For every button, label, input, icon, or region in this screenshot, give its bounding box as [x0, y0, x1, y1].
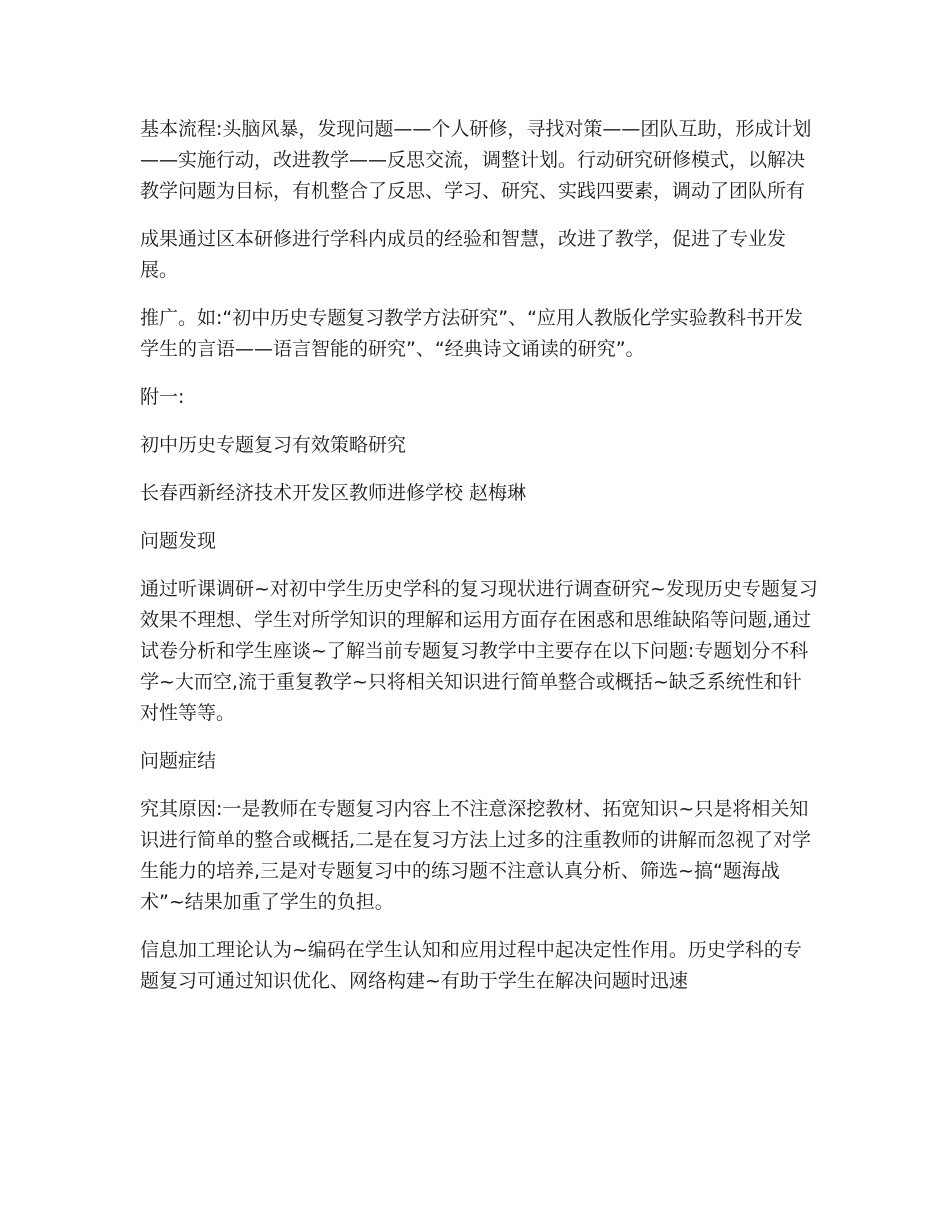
paragraph-information-theory: 信息加工理论认为~编码在学生认知和应用过程中起决定性作用。历史学科的专题复习可通过知识优化、网络构建~有助于学生在解决问题时迅速 — [140, 939, 802, 992]
section-heading-problem-discovery: 问题发现 — [140, 530, 217, 552]
article-title: 初中历史专题复习有效策略研究 — [140, 434, 407, 456]
paragraph-basic-process: 基本流程:头脑风暴，发现问题——个人研修，寻找对策——团队互助，形成计划——实施行动，改进教学——反思交流，调整计划。行动研究研修模式，以解决教学问题为目标，有机整合了反思、学习、研究、实践四要素，调动了团队所有 — [140, 118, 812, 202]
paragraph-problem-cause: 究其原因:一是教师在专题复习内容上不注意深挖教材、拓宽知识~只是将相关知识进行简单的整合或概括,二是在复习方法上过多的注重教师的讲解而忽视了对学生能力的培养,三是对专题复习中的练习题不注意认真分析、筛选~搞“题海战术”~结果加重了学生的负担。 — [140, 798, 812, 913]
section-heading-problem-cause: 问题症结 — [140, 750, 217, 772]
article-author: 长春西新经济技术开发区教师进修学校 赵梅琳 — [140, 482, 527, 504]
paragraph-problem-discovery: 通过听课调研~对初中学生历史学科的复习现状进行调查研究~发现历史专题复习效果不理想、学生对所学知识的理解和运用方面存在困惑和思维缺陷等问题,通过试卷分析和学生座谈~了解当前专题复习教学中主要存在以下问题:专题划分不科学~大而空,流于重复教学~只将相关知识进行简单整合或概括~缺乏系统性和针对性等等。 — [140, 578, 818, 724]
document-body — [140, 114, 820, 1014]
appendix-label: 附一: — [140, 386, 185, 408]
paragraph-results: 成果通过区本研修进行学科内成员的经验和智慧，改进了教学，促进了专业发展。 — [140, 228, 787, 281]
paragraph-promotion: 推广。如:“初中历史专题复习教学方法研究”、“应用人教版化学实验教科书开发学生的言语——语言智能的研究”、“经典诗文诵读的研究”。 — [140, 307, 803, 360]
